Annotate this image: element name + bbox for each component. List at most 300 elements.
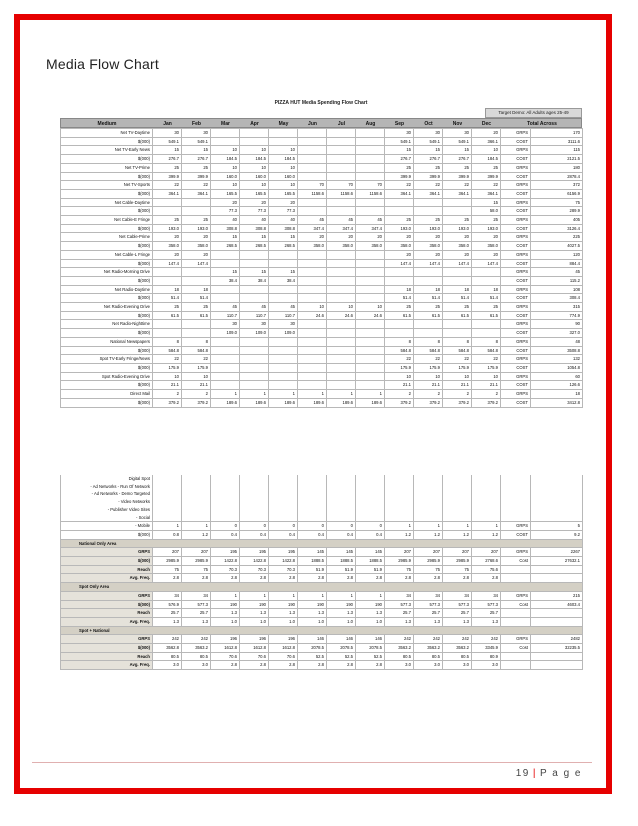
table-cell: 3345.9 <box>472 644 501 653</box>
table-cell: 38.4 <box>269 276 298 285</box>
table-cell: 21.1 <box>182 381 211 390</box>
table-cell: 1612.8 <box>269 644 298 653</box>
table-cell <box>443 268 472 277</box>
table-cell: 549.1 <box>385 137 414 146</box>
table-cell: 0 <box>327 522 356 531</box>
table-cell <box>211 475 240 483</box>
row-label: $(000) <box>61 381 153 390</box>
table-cell: 70.3 <box>211 565 240 574</box>
table-cell: 109.0 <box>240 329 269 338</box>
table-cell <box>269 250 298 259</box>
table-cell <box>327 163 356 172</box>
table-cell: 52.5 <box>298 652 327 661</box>
table-cell: 110.7 <box>269 311 298 320</box>
row-label: Avg. Freq. <box>61 617 153 626</box>
table-cell: 70.3 <box>269 565 298 574</box>
table-cell <box>211 363 240 372</box>
table-cell: 120 <box>531 250 583 259</box>
table-cell <box>414 276 443 285</box>
table-cell: 189.6 <box>269 398 298 407</box>
table-cell: 20 <box>385 233 414 242</box>
table-row <box>61 294 583 303</box>
table-cell: GRPS <box>501 303 531 312</box>
table-row <box>61 155 583 164</box>
table-cell: 51.4 <box>153 294 182 303</box>
table-cell: 1.2 <box>414 530 443 539</box>
table-cell <box>211 259 240 268</box>
table-cell: GRPS <box>501 548 531 557</box>
table-cell <box>153 506 182 514</box>
table-row <box>61 329 583 338</box>
table-cell: 1.3 <box>356 609 385 618</box>
table-cell: 364.1 <box>385 189 414 198</box>
table-cell: 2.8 <box>327 574 356 583</box>
table-cell: 2985.9 <box>153 557 182 566</box>
table-cell <box>269 498 298 506</box>
table-cell: 1 <box>443 522 472 531</box>
table-cell: 884.4 <box>531 259 583 268</box>
table-cell: 70.3 <box>240 565 269 574</box>
table-cell: 379.2 <box>414 398 443 407</box>
table-cell: 24.6 <box>327 311 356 320</box>
table-cell: 577.3 <box>182 600 211 609</box>
table-row <box>61 548 583 557</box>
table-cell: 22 <box>153 355 182 364</box>
table-cell <box>531 506 583 514</box>
table-cell <box>153 490 182 498</box>
section-title: National Only Area <box>61 539 583 548</box>
table-cell: 25 <box>385 216 414 225</box>
table-cell <box>531 498 583 506</box>
table-cell: 45 <box>356 216 385 225</box>
table-row <box>61 652 583 661</box>
table-cell: 196 <box>211 635 240 644</box>
table-cell <box>414 506 443 514</box>
table-cell <box>298 329 327 338</box>
table-cell <box>356 355 385 364</box>
table-cell <box>153 207 182 216</box>
row-label: Reach <box>61 565 153 574</box>
table-cell: 15 <box>414 146 443 155</box>
table-cell: 25 <box>472 303 501 312</box>
table-cell <box>327 250 356 259</box>
table-cell: 774.9 <box>531 311 583 320</box>
table-cell <box>153 329 182 338</box>
table-cell <box>269 355 298 364</box>
table-cell: 379.2 <box>443 398 472 407</box>
table-cell: 372 <box>531 181 583 190</box>
row-label: $(000) <box>61 242 153 251</box>
table-cell: 1.0 <box>269 617 298 626</box>
table-cell <box>414 498 443 506</box>
table-cell: 22 <box>385 181 414 190</box>
table-cell: GRPS <box>501 268 531 277</box>
table-cell <box>240 381 269 390</box>
table-cell: 10 <box>182 372 211 381</box>
table-cell <box>298 381 327 390</box>
table-cell: 22 <box>182 181 211 190</box>
table-cell <box>414 483 443 491</box>
table-cell: 22 <box>472 181 501 190</box>
table-cell: 25 <box>414 163 443 172</box>
table-row <box>61 372 583 381</box>
table-cell <box>298 498 327 506</box>
column-header: Total Across <box>527 121 557 127</box>
table-cell: 2.8 <box>327 661 356 670</box>
table-cell: 2.8 <box>356 574 385 583</box>
table-cell: 18 <box>414 285 443 294</box>
table-cell: 276.7 <box>153 155 182 164</box>
table-cell: 22 <box>182 355 211 364</box>
table-cell <box>356 514 385 522</box>
table-cell: 308.8 <box>269 224 298 233</box>
table-cell <box>385 498 414 506</box>
table-cell: 45 <box>269 303 298 312</box>
table-cell: COST <box>501 242 531 251</box>
table-cell: 10 <box>472 146 501 155</box>
table-cell <box>356 198 385 207</box>
table-cell: 126.6 <box>531 381 583 390</box>
table-cell: 80.5 <box>182 652 211 661</box>
table-cell <box>356 372 385 381</box>
table-cell: GRPS <box>501 146 531 155</box>
table-cell <box>501 565 531 574</box>
table-cell: 379.2 <box>385 398 414 407</box>
table-cell: 308.8 <box>211 224 240 233</box>
table-cell: 1 <box>269 390 298 399</box>
table-cell: 30 <box>240 320 269 329</box>
table-cell <box>356 276 385 285</box>
table-row <box>61 644 583 653</box>
row-label: $(000) <box>61 600 153 609</box>
table-cell: 207 <box>443 548 472 557</box>
table-cell: 1 <box>356 591 385 600</box>
table-cell: 577.3 <box>385 600 414 609</box>
table-cell: 160.0 <box>240 172 269 181</box>
table-cell: 75 <box>443 565 472 574</box>
row-label: GRPS <box>61 591 153 600</box>
table-cell <box>269 346 298 355</box>
table-cell <box>182 320 211 329</box>
table-cell: 25.7 <box>153 609 182 618</box>
table-cell: 38.4 <box>240 276 269 285</box>
table-cell <box>443 475 472 483</box>
table-cell: 584.8 <box>182 346 211 355</box>
table-cell <box>385 198 414 207</box>
table-cell: 308.8 <box>240 224 269 233</box>
table-cell <box>298 490 327 498</box>
table-cell <box>240 506 269 514</box>
table-cell: 399.9 <box>385 172 414 181</box>
table-cell: 8 <box>385 337 414 346</box>
table-cell: 61.5 <box>472 311 501 320</box>
table-cell: 10 <box>269 163 298 172</box>
table-cell <box>356 381 385 390</box>
table-cell <box>356 506 385 514</box>
table-cell <box>356 498 385 506</box>
table-cell: 165.5 <box>269 189 298 198</box>
table-cell: 10 <box>211 146 240 155</box>
table-cell: 0.8 <box>153 530 182 539</box>
table-cell: 190 <box>240 600 269 609</box>
table-cell: 0.4 <box>298 530 327 539</box>
table-cell: 8 <box>414 337 443 346</box>
table-cell: 25.7 <box>182 609 211 618</box>
table-cell: 30 <box>153 129 182 138</box>
table-cell: 3563.2 <box>443 644 472 653</box>
table-cell <box>240 294 269 303</box>
table-cell: 27632.1 <box>531 557 583 566</box>
table-cell: 20 <box>182 233 211 242</box>
row-label: - Publisher Video Sites <box>61 506 153 514</box>
page-number-value: 19 <box>515 768 530 779</box>
table-cell: 207 <box>472 548 501 557</box>
table-cell: 0 <box>269 522 298 531</box>
table-cell: 0 <box>356 522 385 531</box>
table-cell <box>327 506 356 514</box>
table-cell: 10 <box>240 146 269 155</box>
table-cell: 2.8 <box>182 574 211 583</box>
table-cell: 1054.8 <box>531 363 583 372</box>
table-cell <box>472 320 501 329</box>
table-cell: 577.3 <box>414 600 443 609</box>
table-cell: 10 <box>443 372 472 381</box>
table-cell: 195 <box>211 548 240 557</box>
table-cell <box>356 146 385 155</box>
table-cell: 20 <box>211 198 240 207</box>
table-cell: 193.0 <box>414 224 443 233</box>
table-cell <box>211 337 240 346</box>
table-row <box>61 557 583 566</box>
table-cell <box>501 506 531 514</box>
table-cell <box>211 285 240 294</box>
table-cell <box>501 490 531 498</box>
table-cell: 190 <box>211 600 240 609</box>
table-cell: 242 <box>385 635 414 644</box>
table-cell: 25 <box>385 163 414 172</box>
table-cell: 184.5 <box>240 155 269 164</box>
table-cell: 6156.9 <box>531 189 583 198</box>
row-label: Digital Spot <box>61 475 153 483</box>
table-cell: 60 <box>531 372 583 381</box>
table-cell: 70 <box>356 181 385 190</box>
table-cell: COST <box>501 311 531 320</box>
row-label: $(000) <box>61 644 153 653</box>
table-cell: 10 <box>356 303 385 312</box>
table-cell: 15 <box>182 146 211 155</box>
table-cell: 1.2 <box>182 530 211 539</box>
table-cell: COST <box>501 189 531 198</box>
table-cell: 2.8 <box>211 574 240 583</box>
table-cell: 165.5 <box>240 189 269 198</box>
table-cell: 18 <box>531 390 583 399</box>
table-cell: 22 <box>414 181 443 190</box>
table-cell: COST <box>501 207 531 216</box>
page-label: P a g e <box>539 768 582 779</box>
row-label: $(000) <box>61 137 153 146</box>
table-cell: GRPS <box>501 337 531 346</box>
table-cell: 25.7 <box>414 609 443 618</box>
table-cell: 3.0 <box>385 661 414 670</box>
table-cell: 160.0 <box>269 172 298 181</box>
table-cell: 20 <box>472 250 501 259</box>
table-cell <box>356 483 385 491</box>
table-cell <box>182 329 211 338</box>
table-cell: 20 <box>327 233 356 242</box>
table-cell <box>298 259 327 268</box>
table-row <box>61 398 583 407</box>
row-label: Spot Radio-Evening Drive <box>61 372 153 381</box>
table-cell <box>443 320 472 329</box>
table-cell: 45 <box>531 268 583 277</box>
table-row <box>61 355 583 364</box>
table-cell: 8 <box>153 337 182 346</box>
table-cell: 145 <box>356 548 385 557</box>
table-cell <box>327 490 356 498</box>
table-cell <box>472 268 501 277</box>
table-cell: 70 <box>327 181 356 190</box>
table-cell <box>356 363 385 372</box>
table-cell <box>385 276 414 285</box>
table-cell: 25 <box>182 303 211 312</box>
table-cell <box>501 617 531 626</box>
table-row <box>61 565 583 574</box>
table-cell: 34 <box>443 591 472 600</box>
table-cell <box>182 506 211 514</box>
section-title: Spot + National <box>61 626 583 635</box>
row-label: Direct Mail <box>61 390 153 399</box>
table-cell: 146 <box>356 635 385 644</box>
table-row <box>61 242 583 251</box>
table-cell: 34 <box>182 591 211 600</box>
table-cell <box>240 346 269 355</box>
table-cell: 190 <box>327 600 356 609</box>
table-cell: 276.7 <box>385 155 414 164</box>
table-cell <box>501 498 531 506</box>
table-cell <box>472 490 501 498</box>
table-cell: 25 <box>472 163 501 172</box>
table-cell: 180 <box>531 163 583 172</box>
table-cell: 45 <box>327 216 356 225</box>
table-cell: 347.4 <box>298 224 327 233</box>
table-cell <box>356 337 385 346</box>
table-cell <box>298 337 327 346</box>
table-cell <box>327 355 356 364</box>
table-cell: Cost <box>501 644 531 653</box>
table-cell <box>385 483 414 491</box>
table-cell <box>385 514 414 522</box>
table-cell: 38.4 <box>211 276 240 285</box>
table-cell: 20 <box>414 250 443 259</box>
table-cell <box>327 268 356 277</box>
table-cell <box>211 137 240 146</box>
table-cell <box>240 514 269 522</box>
table-cell: 75 <box>182 565 211 574</box>
table-cell: 80.5 <box>443 652 472 661</box>
table-cell <box>501 483 531 491</box>
table-cell <box>211 490 240 498</box>
table-cell <box>472 276 501 285</box>
table-cell <box>443 483 472 491</box>
table-cell: COST <box>501 398 531 407</box>
table-cell: 276.7 <box>443 155 472 164</box>
table-cell: 20 <box>385 250 414 259</box>
table-cell: GRPS <box>501 390 531 399</box>
table-cell: 193.0 <box>385 224 414 233</box>
table-cell: 2985.9 <box>182 557 211 566</box>
table-cell: 189.6 <box>356 398 385 407</box>
table-cell <box>501 475 531 483</box>
table-cell: 399.9 <box>182 172 211 181</box>
table-cell: 2.8 <box>211 661 240 670</box>
table-cell: 51.9 <box>298 565 327 574</box>
table-cell: GRPS <box>501 320 531 329</box>
table-row <box>61 285 583 294</box>
table-cell: 115.2 <box>531 276 583 285</box>
table-cell <box>356 259 385 268</box>
table-cell: 1422.8 <box>240 557 269 566</box>
table-cell: 109.0 <box>211 329 240 338</box>
table-cell: 10 <box>472 372 501 381</box>
table-cell: 15 <box>211 233 240 242</box>
table-cell <box>501 652 531 661</box>
table-row <box>61 600 583 609</box>
table-cell: 189.6 <box>327 398 356 407</box>
table-cell <box>327 259 356 268</box>
table-cell: 242 <box>153 635 182 644</box>
summary-table <box>60 475 583 670</box>
table-cell: 10 <box>327 303 356 312</box>
table-cell: 5 <box>531 522 583 531</box>
table-cell: 2267 <box>531 548 583 557</box>
table-cell <box>269 490 298 498</box>
table-cell: 147.4 <box>443 259 472 268</box>
table-cell: 8 <box>182 337 211 346</box>
table-cell: 1 <box>327 591 356 600</box>
table-cell <box>298 506 327 514</box>
table-cell: 1.3 <box>472 617 501 626</box>
table-cell: 70.6 <box>240 652 269 661</box>
table-cell: 40 <box>240 216 269 225</box>
table-row <box>61 661 583 670</box>
table-cell: 147.4 <box>414 259 443 268</box>
table-cell <box>153 198 182 207</box>
table-cell: 276.7 <box>414 155 443 164</box>
table-row <box>61 250 583 259</box>
table-cell <box>211 294 240 303</box>
table-cell: COST <box>501 329 531 338</box>
table-cell <box>356 250 385 259</box>
table-cell <box>531 475 583 483</box>
table-cell: 70.6 <box>269 652 298 661</box>
table-cell: 77.3 <box>269 207 298 216</box>
footer-divider <box>32 762 592 763</box>
table-cell: 399.9 <box>153 172 182 181</box>
table-cell: 75 <box>414 565 443 574</box>
table-cell <box>182 498 211 506</box>
table-cell: 2.8 <box>240 661 269 670</box>
column-header: Apr <box>250 121 259 127</box>
table-cell: 1.2 <box>472 530 501 539</box>
table-cell: 1.2 <box>385 530 414 539</box>
table-cell: 147.4 <box>385 259 414 268</box>
table-cell <box>298 346 327 355</box>
table-cell <box>298 129 327 138</box>
table-cell <box>472 514 501 522</box>
table-cell: 21.1 <box>414 381 443 390</box>
table-cell: 1.3 <box>269 609 298 618</box>
table-cell <box>356 490 385 498</box>
